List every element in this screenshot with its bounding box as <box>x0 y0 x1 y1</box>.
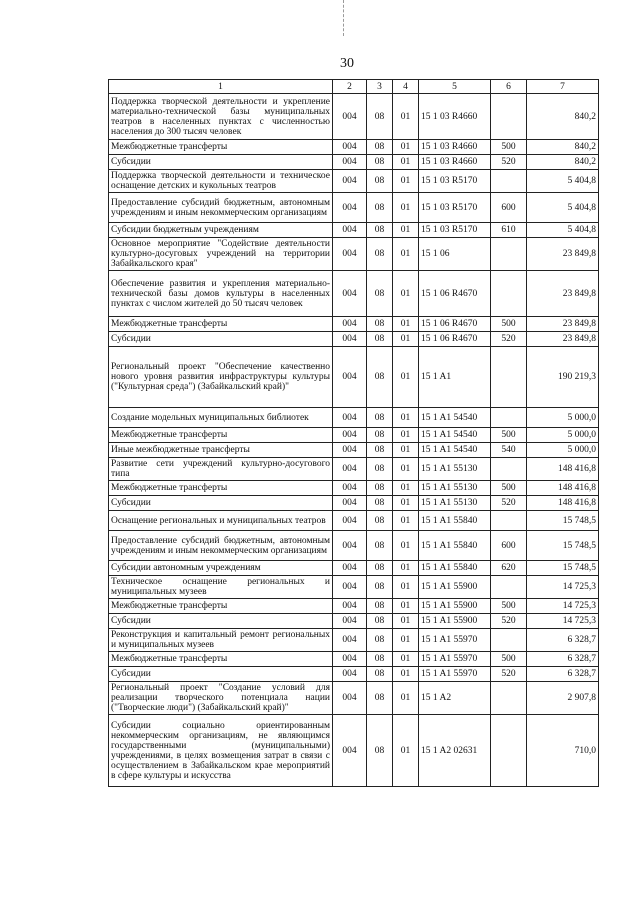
row-section-cell: 08 <box>367 94 393 140</box>
row-name-cell: Межбюджетные трансферты <box>109 652 333 667</box>
row-admin-code-cell: 004 <box>333 170 367 193</box>
row-amount-cell: 148 416,8 <box>527 496 599 511</box>
row-name-cell: Межбюджетные трансферты <box>109 428 333 443</box>
table-row <box>109 271 599 317</box>
row-amount-cell: 15 748,5 <box>527 561 599 576</box>
row-expense-type-cell <box>491 629 527 652</box>
row-section-cell: 08 <box>367 629 393 652</box>
row-name-cell: Межбюджетные трансферты <box>109 317 333 332</box>
row-target-code-cell: 15 1 A1 55840 <box>419 531 491 561</box>
row-admin-code-cell: 004 <box>333 531 367 561</box>
table-row <box>109 408 599 428</box>
row-name-cell: Иные межбюджетные трансферты <box>109 443 333 458</box>
row-amount-cell: 710,0 <box>527 715 599 787</box>
row-admin-code-cell: 004 <box>333 496 367 511</box>
row-expense-type-cell <box>491 408 527 428</box>
row-section-cell: 08 <box>367 682 393 715</box>
row-target-code-cell: 15 1 A1 55970 <box>419 667 491 682</box>
row-admin-code-cell: 004 <box>333 271 367 317</box>
row-expense-type-cell <box>491 458 527 481</box>
row-name-cell: Межбюджетные трансферты <box>109 481 333 496</box>
row-target-code-cell: 15 1 A2 02631 <box>419 715 491 787</box>
row-amount-cell: 14 725,3 <box>527 614 599 629</box>
table-row <box>109 140 599 155</box>
row-section-cell: 08 <box>367 599 393 614</box>
row-admin-code-cell: 004 <box>333 332 367 347</box>
row-target-code-cell: 15 1 A1 55970 <box>419 629 491 652</box>
row-expense-type-cell: 610 <box>491 223 527 238</box>
row-expense-type-cell <box>491 682 527 715</box>
row-amount-cell: 148 416,8 <box>527 481 599 496</box>
row-subsection-cell: 01 <box>393 496 419 511</box>
row-expense-type-cell <box>491 94 527 140</box>
table-row <box>109 170 599 193</box>
row-section-cell: 08 <box>367 576 393 599</box>
row-subsection-cell: 01 <box>393 652 419 667</box>
row-target-code-cell: 15 1 06 R4670 <box>419 317 491 332</box>
row-section-cell: 08 <box>367 223 393 238</box>
row-section-cell: 08 <box>367 667 393 682</box>
row-target-code-cell: 15 1 A2 <box>419 682 491 715</box>
row-target-code-cell: 15 1 03 R5170 <box>419 193 491 223</box>
row-expense-type-cell: 500 <box>491 317 527 332</box>
table-row <box>109 599 599 614</box>
table-row <box>109 193 599 223</box>
row-amount-cell: 14 725,3 <box>527 576 599 599</box>
row-subsection-cell: 01 <box>393 511 419 531</box>
row-subsection-cell: 01 <box>393 140 419 155</box>
row-amount-cell: 15 748,5 <box>527 531 599 561</box>
row-section-cell: 08 <box>367 443 393 458</box>
row-expense-type-cell <box>491 238 527 271</box>
header-cell: 2 <box>333 80 367 94</box>
row-name-cell: Региональный проект "Создание условий для реализации творческого потенциала нации ("Творческие люди") (Забайкальский край)" <box>109 682 333 715</box>
header-cell: 7 <box>527 80 599 94</box>
row-admin-code-cell: 004 <box>333 481 367 496</box>
row-expense-type-cell <box>491 347 527 408</box>
row-amount-cell: 6 328,7 <box>527 667 599 682</box>
row-expense-type-cell: 520 <box>491 155 527 170</box>
row-subsection-cell: 01 <box>393 443 419 458</box>
row-amount-cell: 23 849,8 <box>527 238 599 271</box>
row-amount-cell: 5 000,0 <box>527 408 599 428</box>
row-admin-code-cell: 004 <box>333 94 367 140</box>
row-section-cell: 08 <box>367 561 393 576</box>
row-section-cell: 08 <box>367 496 393 511</box>
row-target-code-cell: 15 1 A1 54540 <box>419 408 491 428</box>
row-expense-type-cell: 600 <box>491 531 527 561</box>
row-name-cell: Оснащение региональных и муниципальных театров <box>109 511 333 531</box>
table-row <box>109 481 599 496</box>
row-subsection-cell: 01 <box>393 170 419 193</box>
row-expense-type-cell: 520 <box>491 332 527 347</box>
table-row <box>109 223 599 238</box>
row-subsection-cell: 01 <box>393 94 419 140</box>
row-section-cell: 08 <box>367 652 393 667</box>
row-amount-cell: 190 219,3 <box>527 347 599 408</box>
row-name-cell: Субсидии <box>109 667 333 682</box>
budget-table <box>108 79 599 787</box>
row-target-code-cell: 15 1 A1 <box>419 347 491 408</box>
row-subsection-cell: 01 <box>393 599 419 614</box>
row-subsection-cell: 01 <box>393 347 419 408</box>
row-subsection-cell: 01 <box>393 561 419 576</box>
row-target-code-cell: 15 1 A1 55900 <box>419 614 491 629</box>
row-admin-code-cell: 004 <box>333 682 367 715</box>
table-row <box>109 317 599 332</box>
row-subsection-cell: 01 <box>393 481 419 496</box>
row-amount-cell: 15 748,5 <box>527 511 599 531</box>
row-section-cell: 08 <box>367 408 393 428</box>
row-admin-code-cell: 004 <box>333 511 367 531</box>
row-admin-code-cell: 004 <box>333 715 367 787</box>
header-cell: 3 <box>367 80 393 94</box>
row-section-cell: 08 <box>367 140 393 155</box>
row-name-cell: Субсидии <box>109 496 333 511</box>
row-expense-type-cell <box>491 576 527 599</box>
row-section-cell: 08 <box>367 193 393 223</box>
row-name-cell: Поддержка творческой деятельности и укрепление материально-технической базы муниципальных театров в населенных пунктах с численностью населения до 300 тысяч человек <box>109 94 333 140</box>
table-row <box>109 94 599 140</box>
row-section-cell: 08 <box>367 271 393 317</box>
row-subsection-cell: 01 <box>393 667 419 682</box>
row-amount-cell: 840,2 <box>527 140 599 155</box>
row-target-code-cell: 15 1 A1 55130 <box>419 481 491 496</box>
row-target-code-cell: 15 1 A1 55130 <box>419 496 491 511</box>
row-target-code-cell: 15 1 06 R4670 <box>419 332 491 347</box>
row-admin-code-cell: 004 <box>333 458 367 481</box>
scan-crop-mark <box>343 0 345 36</box>
row-target-code-cell: 15 1 03 R4660 <box>419 140 491 155</box>
row-amount-cell: 23 849,8 <box>527 332 599 347</box>
table-row <box>109 629 599 652</box>
row-expense-type-cell <box>491 271 527 317</box>
page-number: 30 <box>340 56 354 71</box>
row-section-cell: 08 <box>367 155 393 170</box>
table-row <box>109 332 599 347</box>
table-row <box>109 458 599 481</box>
row-subsection-cell: 01 <box>393 332 419 347</box>
row-name-cell: Региональный проект "Обеспечение качественно нового уровня развития инфраструктуры культуры ("Культурная среда") (Забайкальский край)" <box>109 347 333 408</box>
row-admin-code-cell: 004 <box>333 652 367 667</box>
row-amount-cell: 23 849,8 <box>527 271 599 317</box>
row-name-cell: Субсидии <box>109 155 333 170</box>
row-name-cell: Субсидии <box>109 332 333 347</box>
row-target-code-cell: 15 1 06 R4670 <box>419 271 491 317</box>
row-target-code-cell: 15 1 03 R5170 <box>419 223 491 238</box>
row-amount-cell: 6 328,7 <box>527 652 599 667</box>
table-row <box>109 682 599 715</box>
row-target-code-cell: 15 1 A1 54540 <box>419 443 491 458</box>
row-name-cell: Субсидии социально ориентированным некоммерческим организациям, не являющимся государственными (муниципальными) учреждениями, в целях возмещения затрат в связи с осуществлением в Забайкальском крае мероприятий в сфере культуры и искусства <box>109 715 333 787</box>
row-target-code-cell: 15 1 A1 55130 <box>419 458 491 481</box>
row-expense-type-cell: 500 <box>491 599 527 614</box>
row-target-code-cell: 15 1 A1 55840 <box>419 511 491 531</box>
row-amount-cell: 840,2 <box>527 155 599 170</box>
header-cell: 1 <box>109 80 333 94</box>
row-name-cell: Межбюджетные трансферты <box>109 599 333 614</box>
row-name-cell: Предоставление субсидий бюджетным, автономным учреждениям и иным некоммерческим организациям <box>109 193 333 223</box>
row-subsection-cell: 01 <box>393 629 419 652</box>
row-amount-cell: 5 000,0 <box>527 428 599 443</box>
header-cell: 5 <box>419 80 491 94</box>
row-admin-code-cell: 004 <box>333 576 367 599</box>
row-name-cell: Субсидии бюджетным учреждениям <box>109 223 333 238</box>
table-row <box>109 496 599 511</box>
row-name-cell: Техническое оснащение региональных и муниципальных музеев <box>109 576 333 599</box>
row-subsection-cell: 01 <box>393 614 419 629</box>
row-target-code-cell: 15 1 A1 54540 <box>419 428 491 443</box>
row-admin-code-cell: 004 <box>333 193 367 223</box>
row-name-cell: Обеспечение развития и укрепления материально-технической базы домов культуры в населенных пунктах с числом жителей до 50 тысяч человек <box>109 271 333 317</box>
table-row <box>109 428 599 443</box>
row-section-cell: 08 <box>367 511 393 531</box>
row-amount-cell: 5 404,8 <box>527 170 599 193</box>
row-expense-type-cell: 520 <box>491 496 527 511</box>
table-row <box>109 576 599 599</box>
row-section-cell: 08 <box>367 458 393 481</box>
row-name-cell: Реконструкция и капитальный ремонт региональных и муниципальных музеев <box>109 629 333 652</box>
row-target-code-cell: 15 1 03 R4660 <box>419 155 491 170</box>
row-amount-cell: 840,2 <box>527 94 599 140</box>
row-subsection-cell: 01 <box>393 458 419 481</box>
row-target-code-cell: 15 1 A1 55840 <box>419 561 491 576</box>
row-expense-type-cell: 500 <box>491 652 527 667</box>
row-admin-code-cell: 004 <box>333 599 367 614</box>
row-section-cell: 08 <box>367 238 393 271</box>
row-section-cell: 08 <box>367 428 393 443</box>
table-row <box>109 652 599 667</box>
table-row <box>109 531 599 561</box>
row-admin-code-cell: 004 <box>333 629 367 652</box>
row-name-cell: Поддержка творческой деятельности и техническое оснащение детских и кукольных театров <box>109 170 333 193</box>
row-admin-code-cell: 004 <box>333 443 367 458</box>
row-subsection-cell: 01 <box>393 271 419 317</box>
row-expense-type-cell <box>491 170 527 193</box>
row-amount-cell: 6 328,7 <box>527 629 599 652</box>
table-row <box>109 561 599 576</box>
table-row <box>109 614 599 629</box>
row-subsection-cell: 01 <box>393 193 419 223</box>
row-expense-type-cell: 540 <box>491 443 527 458</box>
row-expense-type-cell <box>491 511 527 531</box>
row-expense-type-cell <box>491 715 527 787</box>
table-row <box>109 155 599 170</box>
row-name-cell: Предоставление субсидий бюджетным, автономным учреждениям и иным некоммерческим организациям <box>109 531 333 561</box>
row-admin-code-cell: 004 <box>333 408 367 428</box>
row-admin-code-cell: 004 <box>333 614 367 629</box>
row-admin-code-cell: 004 <box>333 223 367 238</box>
row-section-cell: 08 <box>367 614 393 629</box>
row-admin-code-cell: 004 <box>333 140 367 155</box>
row-name-cell: Субсидии автономным учреждениям <box>109 561 333 576</box>
row-subsection-cell: 01 <box>393 576 419 599</box>
row-section-cell: 08 <box>367 481 393 496</box>
header-cell: 6 <box>491 80 527 94</box>
header-cell: 4 <box>393 80 419 94</box>
row-admin-code-cell: 004 <box>333 561 367 576</box>
table-header-row <box>109 80 599 94</box>
row-amount-cell: 14 725,3 <box>527 599 599 614</box>
row-section-cell: 08 <box>367 531 393 561</box>
row-section-cell: 08 <box>367 347 393 408</box>
row-subsection-cell: 01 <box>393 155 419 170</box>
row-amount-cell: 5 404,8 <box>527 193 599 223</box>
row-name-cell: Межбюджетные трансферты <box>109 140 333 155</box>
row-admin-code-cell: 004 <box>333 667 367 682</box>
table-row <box>109 443 599 458</box>
row-admin-code-cell: 004 <box>333 347 367 408</box>
row-subsection-cell: 01 <box>393 531 419 561</box>
row-subsection-cell: 01 <box>393 428 419 443</box>
row-expense-type-cell: 500 <box>491 481 527 496</box>
row-admin-code-cell: 004 <box>333 428 367 443</box>
row-target-code-cell: 15 1 06 <box>419 238 491 271</box>
table-row <box>109 511 599 531</box>
row-section-cell: 08 <box>367 715 393 787</box>
table-row <box>109 667 599 682</box>
row-admin-code-cell: 004 <box>333 238 367 271</box>
table-row <box>109 238 599 271</box>
table-row <box>109 347 599 408</box>
row-expense-type-cell: 520 <box>491 667 527 682</box>
row-subsection-cell: 01 <box>393 408 419 428</box>
row-subsection-cell: 01 <box>393 682 419 715</box>
row-section-cell: 08 <box>367 317 393 332</box>
row-section-cell: 08 <box>367 170 393 193</box>
row-amount-cell: 5 000,0 <box>527 443 599 458</box>
row-subsection-cell: 01 <box>393 317 419 332</box>
row-admin-code-cell: 004 <box>333 317 367 332</box>
row-section-cell: 08 <box>367 332 393 347</box>
row-name-cell: Основное мероприятие "Содействие деятельности культурно-досуговых учреждений на территории Забайкальского края" <box>109 238 333 271</box>
row-target-code-cell: 15 1 A1 55970 <box>419 652 491 667</box>
row-name-cell: Развитие сети учреждений культурно-досугового типа <box>109 458 333 481</box>
row-expense-type-cell: 500 <box>491 428 527 443</box>
row-target-code-cell: 15 1 A1 55900 <box>419 576 491 599</box>
row-amount-cell: 5 404,8 <box>527 223 599 238</box>
row-subsection-cell: 01 <box>393 715 419 787</box>
row-amount-cell: 148 416,8 <box>527 458 599 481</box>
table-row <box>109 715 599 787</box>
row-admin-code-cell: 004 <box>333 155 367 170</box>
row-subsection-cell: 01 <box>393 238 419 271</box>
row-expense-type-cell: 500 <box>491 140 527 155</box>
row-expense-type-cell: 620 <box>491 561 527 576</box>
row-target-code-cell: 15 1 03 R4660 <box>419 94 491 140</box>
row-expense-type-cell: 600 <box>491 193 527 223</box>
row-expense-type-cell: 520 <box>491 614 527 629</box>
row-name-cell: Субсидии <box>109 614 333 629</box>
row-target-code-cell: 15 1 03 R5170 <box>419 170 491 193</box>
row-amount-cell: 2 907,8 <box>527 682 599 715</box>
row-subsection-cell: 01 <box>393 223 419 238</box>
row-target-code-cell: 15 1 A1 55900 <box>419 599 491 614</box>
row-name-cell: Создание модельных муниципальных библиотек <box>109 408 333 428</box>
row-amount-cell: 23 849,8 <box>527 317 599 332</box>
